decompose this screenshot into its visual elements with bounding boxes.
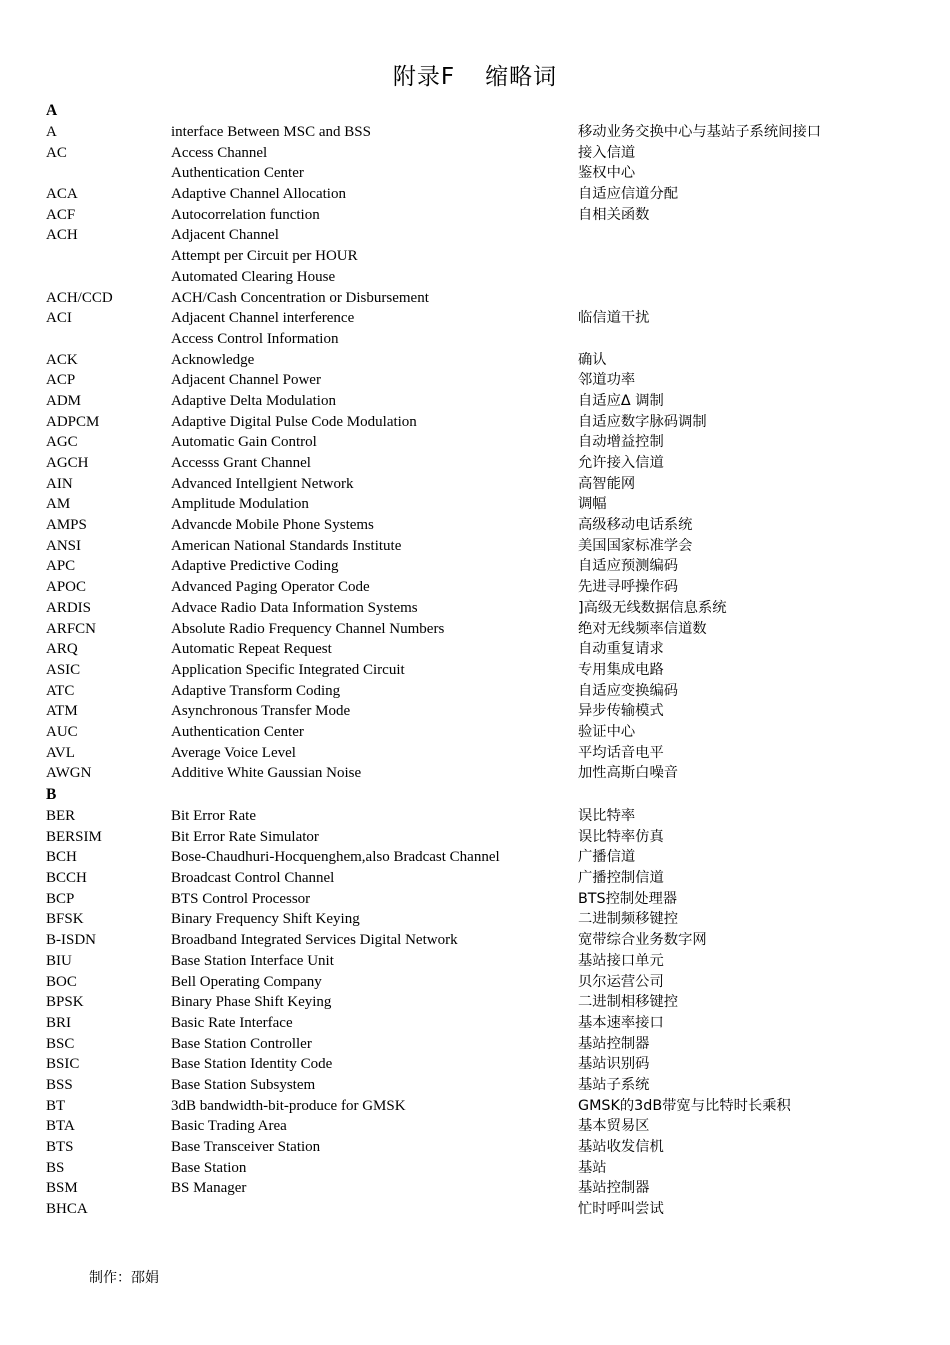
entry-full-term: Bit Error Rate — [171, 808, 256, 824]
glossary-entry — [0, 930, 950, 951]
glossary-entry — [0, 972, 950, 993]
entry-chinese-term: 加性高斯白噪音 — [578, 765, 679, 782]
entry-chinese-term: ]高级无线数据信息系统 — [578, 599, 727, 616]
entry-abbreviation: AUC — [46, 723, 78, 740]
entry-abbreviation: BPSK — [46, 994, 84, 1011]
entry-chinese-term: 广播控制信道 — [578, 870, 664, 887]
glossary-entry — [0, 432, 950, 453]
entry-chinese-term: 自动重复请求 — [578, 641, 664, 658]
entry-full-term: Advanced Intellgient Network — [171, 475, 354, 492]
entry-chinese-term: 专用集成电路 — [578, 661, 664, 678]
entry-full-term: Adaptive Delta Modulation — [171, 392, 336, 409]
entry-full-term: Amplitude Modulation — [171, 496, 309, 513]
entry-abbreviation: BSC — [46, 1035, 75, 1052]
entry-chinese-term: 高级移动电话系统 — [578, 517, 693, 534]
entry-full-term: Access Control Information — [171, 330, 339, 347]
entry-abbreviation: A — [46, 124, 57, 140]
glossary-entry — [0, 681, 950, 702]
entry-abbreviation: AM — [46, 496, 71, 513]
entry-full-term: Automated Clearing House — [171, 268, 336, 285]
glossary-entry — [0, 267, 950, 288]
entry-full-term: Adaptive Predictive Coding — [171, 558, 339, 575]
entry-full-term: Autocorrelation function — [171, 206, 320, 223]
entry-chinese-term: 鉴权中心 — [578, 165, 636, 182]
glossary-entry — [0, 1158, 950, 1179]
glossary-entry — [0, 453, 950, 474]
glossary-entry — [0, 951, 950, 972]
entry-chinese-term: 宽带综合业务数字网 — [578, 932, 707, 949]
glossary-entry — [0, 1137, 950, 1158]
entry-chinese-term: 基站收发信机 — [578, 1139, 664, 1155]
entry-full-term: Adjacent Channel — [171, 227, 279, 244]
glossary-entry — [0, 308, 950, 329]
glossary-entry — [0, 184, 950, 205]
glossary-entry — [0, 889, 950, 910]
entry-abbreviation: BSS — [46, 1076, 73, 1093]
glossary-entry — [0, 246, 950, 267]
entry-abbreviation: BHCA — [46, 1201, 88, 1218]
glossary-entry — [0, 556, 950, 577]
entry-full-term: Access Channel — [171, 144, 268, 161]
glossary-list — [0, 100, 950, 1220]
entry-full-term: Basic Trading Area — [171, 1118, 287, 1135]
entry-full-term: 3dB bandwidth-bit-produce for GMSK — [171, 1097, 406, 1114]
entry-full-term: Bell Operating Company — [171, 973, 322, 990]
entry-abbreviation: ACH — [46, 227, 78, 244]
glossary-entry — [0, 868, 950, 889]
entry-abbreviation: AWGN — [46, 765, 92, 782]
glossary-entry — [0, 660, 950, 681]
glossary-entry — [0, 806, 950, 827]
glossary-entry — [0, 1054, 950, 1075]
entry-full-term: Broadband Integrated Services Digital Network — [171, 932, 458, 949]
entry-full-term: Accesss Grant Channel — [171, 455, 311, 471]
glossary-entry — [0, 391, 950, 412]
glossary-entry — [0, 1013, 950, 1034]
entry-abbreviation: BERSIM — [46, 828, 102, 845]
glossary-entry — [0, 288, 950, 309]
glossary-entry — [0, 847, 950, 868]
entry-abbreviation: BS — [46, 1159, 65, 1176]
entry-chinese-term: 邻道功率 — [578, 372, 636, 389]
entry-chinese-term: 贝尔运营公司 — [578, 973, 664, 990]
entry-chinese-term: 误比特率 — [578, 808, 636, 824]
glossary-entry — [0, 701, 950, 722]
glossary-entry — [0, 412, 950, 433]
entry-chinese-term: 平均话音电平 — [578, 744, 664, 761]
entry-abbreviation: ADM — [46, 392, 82, 409]
entry-chinese-term: 异步传输模式 — [578, 703, 664, 720]
entry-full-term: Additive White Gaussian Noise — [171, 765, 362, 782]
entry-full-term: Adaptive Digital Pulse Code Modulation — [171, 413, 417, 430]
entry-abbreviation: ACP — [46, 372, 76, 389]
entry-abbreviation: BTA — [46, 1118, 75, 1135]
entry-abbreviation: AMPS — [46, 517, 87, 534]
entry-full-term: Automatic Gain Control — [171, 434, 317, 451]
entry-chinese-term: 验证中心 — [578, 723, 636, 740]
glossary-entry — [0, 1178, 950, 1199]
entry-chinese-term: 二进制相移键控 — [578, 994, 679, 1011]
entry-abbreviation: ACK — [46, 351, 78, 368]
entry-abbreviation: BTS — [46, 1139, 74, 1155]
entry-abbreviation: BER — [46, 808, 76, 824]
entry-chinese-term: 自适应数字脉码调制 — [578, 413, 707, 430]
glossary-entry — [0, 474, 950, 495]
entry-abbreviation: ARDIS — [46, 599, 92, 616]
entry-abbreviation: BIU — [46, 952, 72, 969]
entry-full-term: Binary Phase Shift Keying — [171, 994, 332, 1011]
glossary-entry — [0, 827, 950, 848]
entry-full-term: Advace Radio Data Information Systems — [171, 599, 418, 616]
entry-chinese-term: 美国国家标准学会 — [578, 537, 693, 554]
glossary-entry — [0, 722, 950, 743]
entry-full-term: Binary Frequency Shift Keying — [171, 911, 360, 928]
glossary-entry — [0, 225, 950, 246]
entry-full-term: Acknowledge — [171, 351, 255, 368]
entry-full-term: Application Specific Integrated Circuit — [171, 661, 405, 678]
entry-full-term: Base Transceiver Station — [171, 1139, 321, 1155]
entry-chinese-term: 自适应信道分配 — [578, 186, 679, 203]
entry-chinese-term: 基站 — [578, 1159, 607, 1176]
entry-abbreviation: ATM — [46, 703, 78, 720]
glossary-entry — [0, 143, 950, 164]
entry-full-term: Base Station Identity Code — [171, 1056, 333, 1073]
entry-chinese-term: 自适应预测编码 — [578, 558, 679, 575]
entry-chinese-term: 基本速率接口 — [578, 1014, 664, 1031]
entry-full-term: Adaptive Channel Allocation — [171, 186, 346, 203]
entry-full-term: Bose-Chaudhuri-Hocquenghem,also Bradcast Channel — [171, 849, 500, 866]
entry-abbreviation: ACF — [46, 206, 76, 223]
entry-abbreviation: AC — [46, 144, 67, 161]
entry-abbreviation: BFSK — [46, 911, 84, 928]
entry-chinese-term: 自适应变换编码 — [578, 682, 679, 699]
entry-chinese-term: 自相关函数 — [578, 206, 650, 223]
glossary-entry — [0, 122, 950, 143]
entry-full-term: BS Manager — [171, 1180, 247, 1197]
entry-full-term: Base Station Interface Unit — [171, 952, 334, 969]
entry-chinese-term: 允许接入信道 — [578, 455, 664, 471]
entry-abbreviation: BCH — [46, 849, 77, 866]
entry-full-term: Authentication Center — [171, 165, 304, 182]
entry-chinese-term: 接入信道 — [578, 144, 636, 161]
section-header-b: B — [46, 786, 57, 803]
glossary-entry — [0, 370, 950, 391]
entry-chinese-term: 二进制频移键控 — [578, 911, 679, 928]
page-title — [0, 58, 950, 91]
entry-abbreviation: BRI — [46, 1014, 72, 1031]
entry-abbreviation: APOC — [46, 579, 87, 596]
title-appendix-label: 附录F — [392, 64, 456, 90]
entry-abbreviation: ACI — [46, 310, 72, 327]
entry-abbreviation: ARFCN — [46, 620, 97, 637]
entry-chinese-term: 临信道干扰 — [578, 310, 650, 327]
entry-full-term: Authentication Center — [171, 723, 304, 740]
entry-abbreviation: AIN — [46, 475, 73, 492]
entry-full-term: Adjacent Channel Power — [171, 372, 321, 389]
entry-chinese-term: 基站控制器 — [578, 1180, 650, 1197]
entry-chinese-term: 移动业务交换中心与基站子系统间接口 — [578, 124, 822, 140]
entry-abbreviation: BSM — [46, 1180, 78, 1197]
entry-chinese-term: 广播信道 — [578, 849, 636, 866]
entry-chinese-term: 先进寻呼操作码 — [578, 579, 679, 596]
entry-chinese-term: BTS控制处理器 — [578, 890, 678, 907]
footer-credit: 制作：邵娟 — [89, 1270, 159, 1286]
entry-chinese-term: 调幅 — [578, 496, 607, 513]
entry-abbreviation: BSIC — [46, 1056, 80, 1073]
entry-abbreviation: ARQ — [46, 641, 78, 658]
glossary-entry — [0, 163, 950, 184]
entry-full-term: interface Between MSC and BSS — [171, 124, 371, 140]
glossary-entry — [0, 619, 950, 640]
entry-abbreviation: ANSI — [46, 537, 82, 554]
glossary-entry — [0, 329, 950, 350]
glossary-entry — [0, 639, 950, 660]
entry-full-term: Base Station Subsystem — [171, 1076, 316, 1093]
entry-abbreviation: AGCH — [46, 455, 89, 471]
entry-chinese-term: 高智能网 — [578, 475, 636, 492]
entry-chinese-term: 忙时呼叫尝试 — [578, 1201, 664, 1218]
entry-full-term: Basic Rate Interface — [171, 1014, 293, 1031]
entry-full-term: Adaptive Transform Coding — [171, 682, 341, 699]
entry-abbreviation: ATC — [46, 682, 75, 699]
entry-full-term: Automatic Repeat Request — [171, 641, 332, 658]
entry-chinese-term: 误比特率仿真 — [578, 828, 664, 845]
glossary-entry — [0, 598, 950, 619]
glossary-entry — [0, 494, 950, 515]
entry-abbreviation: ACA — [46, 186, 78, 203]
title-abbreviations-label: 缩略词 — [485, 64, 558, 90]
entry-chinese-term: 基站控制器 — [578, 1035, 650, 1052]
entry-abbreviation: ASIC — [46, 661, 81, 678]
entry-full-term: Base Station Controller — [171, 1035, 312, 1052]
glossary-entry — [0, 992, 950, 1013]
entry-abbreviation: B-ISDN — [46, 932, 97, 949]
entry-abbreviation: ACH/CCD — [46, 289, 113, 306]
glossary-entry — [0, 515, 950, 536]
entry-chinese-term: GMSK的3dB带宽与比特时长乘积 — [578, 1097, 791, 1114]
entry-chinese-term: 基本贸易区 — [578, 1118, 650, 1135]
entry-full-term: Attempt per Circuit per HOUR — [171, 248, 358, 265]
glossary-entry — [0, 350, 950, 371]
entry-full-term: Absolute Radio Frequency Channel Numbers — [171, 620, 445, 637]
entry-abbreviation: BCCH — [46, 870, 87, 887]
entry-chinese-term: 基站接口单元 — [578, 952, 664, 969]
glossary-entry — [0, 1034, 950, 1055]
entry-abbreviation: APC — [46, 558, 76, 575]
glossary-entry — [0, 763, 950, 784]
entry-full-term: Average Voice Level — [171, 744, 296, 761]
entry-full-term: Adjacent Channel interference — [171, 310, 355, 327]
entry-full-term: Base Station — [171, 1159, 247, 1176]
glossary-entry — [0, 205, 950, 226]
entry-abbreviation: BCP — [46, 890, 75, 907]
entry-chinese-term: 自动增益控制 — [578, 434, 664, 451]
glossary-entry — [0, 909, 950, 930]
entry-abbreviation: BOC — [46, 973, 77, 990]
entry-abbreviation: BT — [46, 1097, 66, 1114]
glossary-entry — [0, 1096, 950, 1117]
entry-full-term: American National Standards Institute — [171, 537, 402, 554]
entry-chinese-term: 绝对无线频率信道数 — [578, 620, 707, 637]
entry-full-term: Bit Error Rate Simulator — [171, 828, 319, 845]
glossary-entry — [0, 577, 950, 598]
entry-chinese-term: 自适应Δ 调制 — [578, 392, 664, 409]
glossary-entry — [0, 536, 950, 557]
entry-full-term: Broadcast Control Channel — [171, 870, 335, 887]
entry-chinese-term: 确认 — [578, 351, 607, 368]
entry-abbreviation: ADPCM — [46, 413, 100, 430]
entry-full-term: ACH/Cash Concentration or Disbursement — [171, 289, 429, 306]
entry-chinese-term: 基站子系统 — [578, 1076, 650, 1093]
entry-abbreviation: AGC — [46, 434, 78, 451]
glossary-entry — [0, 1199, 950, 1220]
glossary-entry — [0, 743, 950, 764]
glossary-entry — [0, 1075, 950, 1096]
glossary-entry — [0, 1116, 950, 1137]
section-header-a: A — [46, 102, 58, 119]
entry-full-term: BTS Control Processor — [171, 890, 311, 907]
entry-full-term: Asynchronous Transfer Mode — [171, 703, 351, 720]
entry-full-term: Advancde Mobile Phone Systems — [171, 517, 374, 534]
entry-full-term: Advanced Paging Operator Code — [171, 579, 370, 596]
entry-abbreviation: AVL — [46, 744, 75, 761]
entry-chinese-term: 基站识别码 — [578, 1056, 650, 1073]
